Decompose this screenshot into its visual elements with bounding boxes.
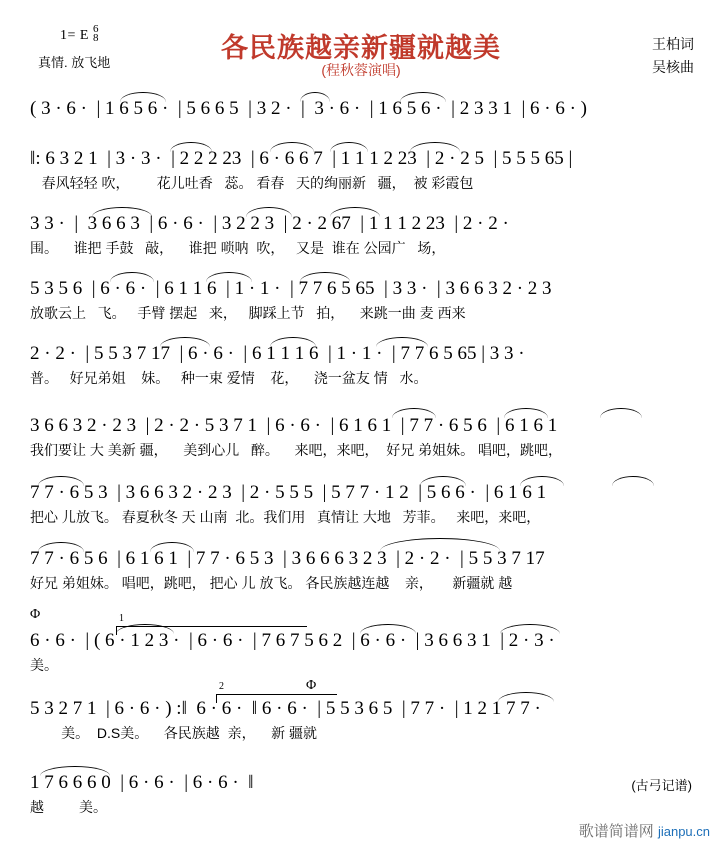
lyric-line: 普。 好兄弟姐 妹。 种一束 爱情 花， 浇一盆友 情 水。: [30, 370, 428, 386]
slur-arc: [360, 624, 416, 634]
slur-arc: [600, 408, 642, 418]
music-system-10: [30, 698, 700, 744]
lyric-line: [30, 124, 700, 144]
notation-line: 5 3 2 7 1 | 6 · 6 · ) :‖ 6 · 6 · ‖ 6 · 6 · | 5 5 3 6 5 | 7 7 · | 1 2 1 7 7 ·: [30, 698, 541, 719]
notation-line: 3 6 6 3 2 · 2 3 | 2 · 2 · 5 3 7 1 | 6 · 6 · | 6 1 6 1 | 7 7 · 6 5 6 | 6 1 6 1: [30, 415, 558, 436]
notation-line: 1 7 6 6 6 0 | 6 · 6 · | 6 · 6 · ‖: [30, 772, 254, 793]
meter-bottom: 8: [92, 32, 99, 44]
music-system-3: [30, 213, 700, 259]
music-system-7: [30, 482, 700, 528]
slur-arc: [380, 538, 500, 551]
notation-line: 7 7 · 6 5 3 | 3 6 6 3 2 · 2 3 | 2 · 5 5 5 | 5 7 7 · 1 2 | 5 6 6 · | 6 1 6 1: [30, 482, 547, 503]
watermark-en: jianpu.cn: [657, 824, 710, 839]
slur-arc: [246, 207, 292, 217]
volta-bracket-1: 1: [116, 626, 307, 635]
lyric-line: 放歌云上 飞。 手臂 摆起 来， 脚踩上节 拍， 来跳一曲 麦 西来: [30, 305, 466, 321]
slur-arc: [270, 337, 316, 347]
slur-arc: [498, 692, 554, 702]
slur-arc: [120, 92, 166, 102]
slur-arc: [330, 207, 380, 217]
slur-arc: [40, 766, 110, 776]
slur-arc: [110, 272, 154, 282]
slur-arc: [160, 337, 210, 347]
slur-arc: [612, 476, 654, 486]
slur-arc: [38, 476, 84, 486]
slur-arc: [520, 476, 564, 486]
transcriber-credit: (古弓记谱): [631, 778, 692, 793]
site-watermark: [579, 820, 710, 841]
slur-arc: [300, 92, 330, 102]
performer-subtitle: (程秋蓉演唱): [321, 62, 401, 78]
notation-line: 2 · 2 · | 5 5 3 7 17 | 6 · 6 · | 6 1 1 1 6 | 1 · 1 · | 7 7 6 5 65 | 3 3 ·: [30, 343, 525, 364]
music-system-5: [30, 343, 700, 389]
slur-arc: [206, 272, 252, 282]
music-system-8: [30, 548, 700, 594]
lyric-line: 美。 D.S美。 各民族越 亲， 新 疆就: [30, 725, 318, 741]
slur-arc: [500, 624, 560, 634]
lyric-line: 我们要让 大 美新 疆， 美到心儿 醉。 来吧，来吧， 好兄 弟姐妹。 唱吧，跳吧，: [30, 442, 563, 458]
music-system-9: [30, 630, 700, 676]
slur-arc: [392, 408, 436, 418]
notation-line: 6 · 6 · | ( 6 · 1 2 3 · | 6 · 6 · | 7 6 7 5 6 2 | 6 · 6 · | 3 6 6 3 1 | 2 · 3 ·: [30, 630, 555, 651]
coda-sign: Φ: [306, 678, 317, 693]
slur-arc: [376, 337, 428, 347]
notation-line: ( 3 · 6 · | 1 6 5 6 · | 5 6 6 5 | 3 2 · | 3 · 6 · | 1 6 5 6 · | 2 3 3 1 | 6 · 6 · ): [30, 98, 587, 119]
lyric-line: 越 美。: [30, 799, 108, 815]
music-system-1: [30, 98, 700, 144]
slur-arc: [400, 92, 446, 102]
notation-line: 7 7 · 6 5 6 | 6 1 6 1 | 7 7 · 6 5 3 | 3 6 6 6 3 2 3 | 2 · 2 · | 5 5 3 7 17: [30, 548, 545, 569]
composer-credit: 吴核曲: [652, 59, 694, 75]
notation-line: 5 3 5 6 | 6 · 6 · | 6 1 1 6 | 1 · 1 · | 7 7 6 5 65 | 3 3 · | 3 6 6 3 2 · 2 3: [30, 278, 552, 299]
lyric-line: 把心 儿放飞。 春夏秋冬 天 山南 北。我们用 真情让 大地 芳菲。 来吧，来吧，: [30, 509, 541, 525]
slur-arc: [38, 542, 84, 552]
tempo-marking: 真情. 放飞地: [38, 55, 111, 70]
meter-top: 6: [92, 23, 99, 35]
music-system-11: [30, 772, 700, 818]
key-label: 1= E: [60, 28, 89, 44]
lyricist-credit: 王柏词: [652, 36, 694, 52]
lyric-line: 围。 谁把 手鼓 敲， 谁把 唢呐 吹， 又是 谁在 公园广 场，: [30, 240, 446, 256]
music-system-4: [30, 278, 700, 324]
notation-line: 3 3 · | 3 6 6 3 | 6 · 6 · | 3 2 2 3 | 2 · 2 67 | 1 1 1 2 23 | 2 · 2 ·: [30, 213, 509, 234]
slur-arc: [420, 476, 466, 486]
coda-sign: Φ: [30, 607, 41, 622]
music-system-2: [30, 148, 700, 194]
lyric-line: 美。: [30, 657, 58, 673]
notation-line: ‖: 6 3 2 1 | 3 · 3 · | 2 2 2 23 | 6 · 6 6 7 | 1 1 1 2 23 | 2 · 2 5 | 5 5 5 65 |: [30, 148, 573, 169]
volta-bracket-2: 2: [216, 694, 337, 703]
slur-arc: [504, 408, 548, 418]
slur-arc: [92, 207, 152, 217]
slur-arc: [300, 272, 350, 282]
lyric-line: 春风轻轻 吹， 花儿吐香 蕊。 看春 天的绚丽新 疆， 被 彩霞包: [30, 175, 474, 191]
slur-arc: [150, 542, 194, 552]
watermark-cn: 歌谱简谱网: [578, 823, 654, 840]
page-title: 各民族越亲新疆就越美: [221, 33, 501, 63]
lyric-line: 好兄 弟姐妹。 唱吧，跳吧， 把心 儿 放飞。 各民族越连越 亲， 新疆就 越: [30, 575, 513, 591]
music-system-6: [30, 415, 700, 461]
